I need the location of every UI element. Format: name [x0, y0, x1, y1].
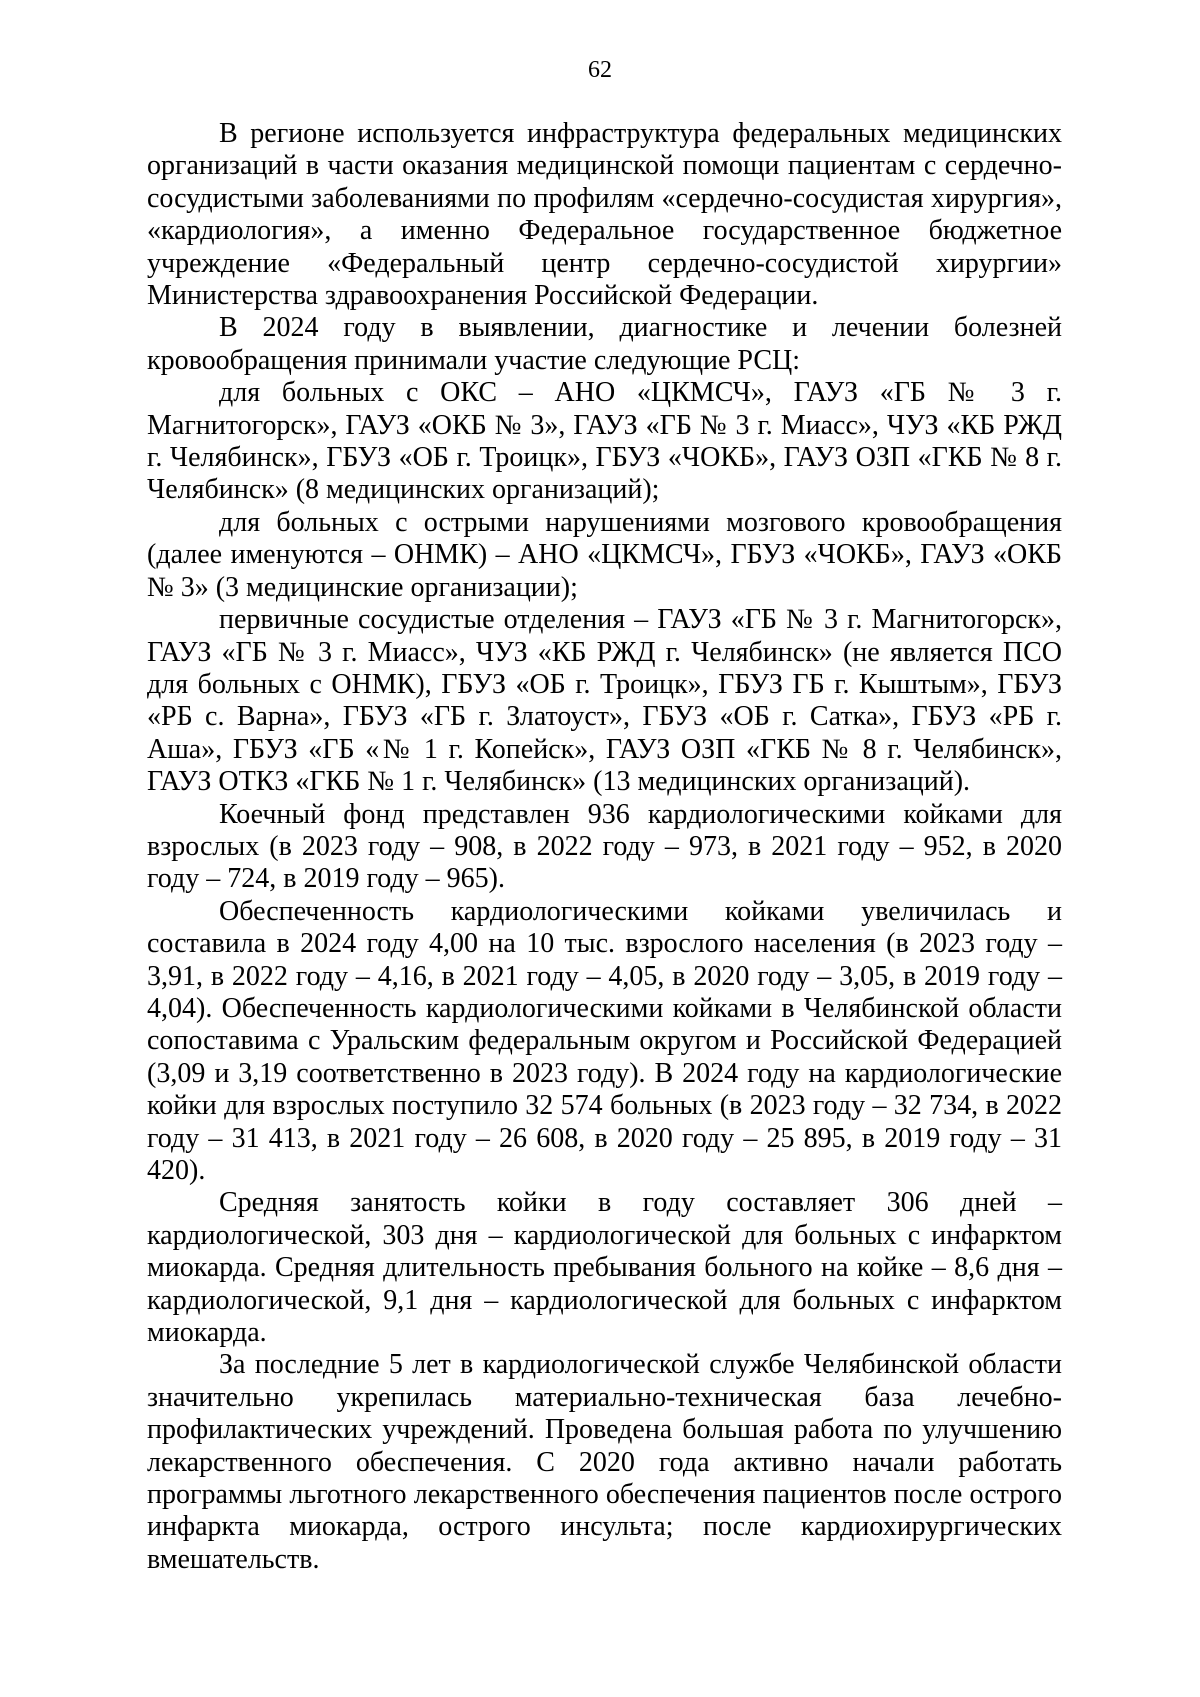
paragraph-bed-provision: Обеспеченность кардиологическими койками увеличилась и составила в 2024 году 4,00 на 10 тыс. взрослого населения (в 2023 году – 3,91, в 2022 году – 4,16, в 2021 году – 4,05, в 2020 году – 3,05, в 2019 году – 4,04). Обеспеченность кардиологическими койками в Челябинской области сопоставима с Уральским федеральным округом и Российской Федерацией (3,09 и 3,19 соответственно в 2023 году). В 2024 году на кардиологические койки для взрослых поступило 32 574 больных (в 2023 году – 32 734, в 2022 году – 31 413, в 2021 году – 26 608, в 2020 году – 25 895, в 2019 году – 31 420).	[147, 895, 1062, 1186]
document-body	[147, 118, 1062, 1576]
list-item-oks: для больных с ОКС – АНО «ЦКМСЧ», ГАУЗ «ГБ № 3 г. Магнитогорск», ГАУЗ «ОКБ № 3», ГАУЗ «ГБ № 3 г. Миасс», ЧУЗ «КБ РЖД г. Челябинск», ГБУЗ «ОБ г. Троицк», ГБУЗ «ЧОКБ», ГАУЗ ОЗП «ГКБ № 8 г. Челябинск» (8 медицинских организаций);	[147, 377, 1062, 506]
paragraph-federal-infrastructure: В регионе используется инфраструктура федеральных медицинских организаций в части оказания медицинской помощи пациентам с сердечно-сосудистыми заболеваниями по профилям «сердечно-сосудистая хирургия», «кардиология», а именно Федеральное государственное бюджетное учреждение «Федеральный центр сердечно-сосудистой хирургии» Министерства здравоохранения Российской Федерации.	[147, 118, 1062, 312]
page-number: 62	[588, 57, 612, 83]
paragraph-last-five-years: За последние 5 лет в кардиологической службе Челябинской области значительно укрепилась материально-техническая база лечебно-профилактических учреждений. Проведена большая работа по улучшению лекарственного обеспечения. С 2020 года активно начали работать программы льготного лекарственного обеспечения пациентов после острого инфаркта миокарда, острого инсульта; после кардиохирургических вмешательств.	[147, 1349, 1062, 1575]
paragraph-rsc-intro: В 2024 году в выявлении, диагностике и лечении болезней кровообращения принимали участие следующие РСЦ:	[147, 312, 1062, 376]
list-item-onmk: для больных с острыми нарушениями мозгового кровообращения (далее именуются – ОНМК) – АНО «ЦКМСЧ», ГБУЗ «ЧОКБ», ГАУЗ «ОКБ № 3» (3 медицинские организации);	[147, 506, 1062, 603]
paragraph-bed-occupancy: Средняя занятость койки в году составляет 306 дней – кардиологической, 303 дня – кардиологической для больных с инфарктом миокарда. Средняя длительность пребывания больного на койке – 8,6 дня – кардиологической, 9,1 дня – кардиологической для больных с инфарктом миокарда.	[147, 1187, 1062, 1349]
list-item-pso: первичные сосудистые отделения – ГАУЗ «ГБ № 3 г. Магнитогорск», ГАУЗ «ГБ № 3 г. Миасс», ЧУЗ «КБ РЖД г. Челябинск» (не является ПСО для больных с ОНМК), ГБУЗ «ОБ г. Троицк», ГБУЗ ГБ г. Кыштым», ГБУЗ «РБ с. Варна», ГБУЗ «ГБ г. Златоуст», ГБУЗ «ОБ г. Сатка», ГБУЗ «РБ г. Аша», ГБУЗ «ГБ «№ 1 г. Копейск», ГАУЗ ОЗП «ГКБ № 8 г. Челябинск», ГАУЗ ОТКЗ «ГКБ № 1 г. Челябинск» (13 медицинских организаций).	[147, 604, 1062, 798]
paragraph-bed-fund: Коечный фонд представлен 936 кардиологическими койками для взрослых (в 2023 году – 908, в 2022 году – 973, в 2021 году – 952, в 2020 году – 724, в 2019 году – 965).	[147, 798, 1062, 895]
